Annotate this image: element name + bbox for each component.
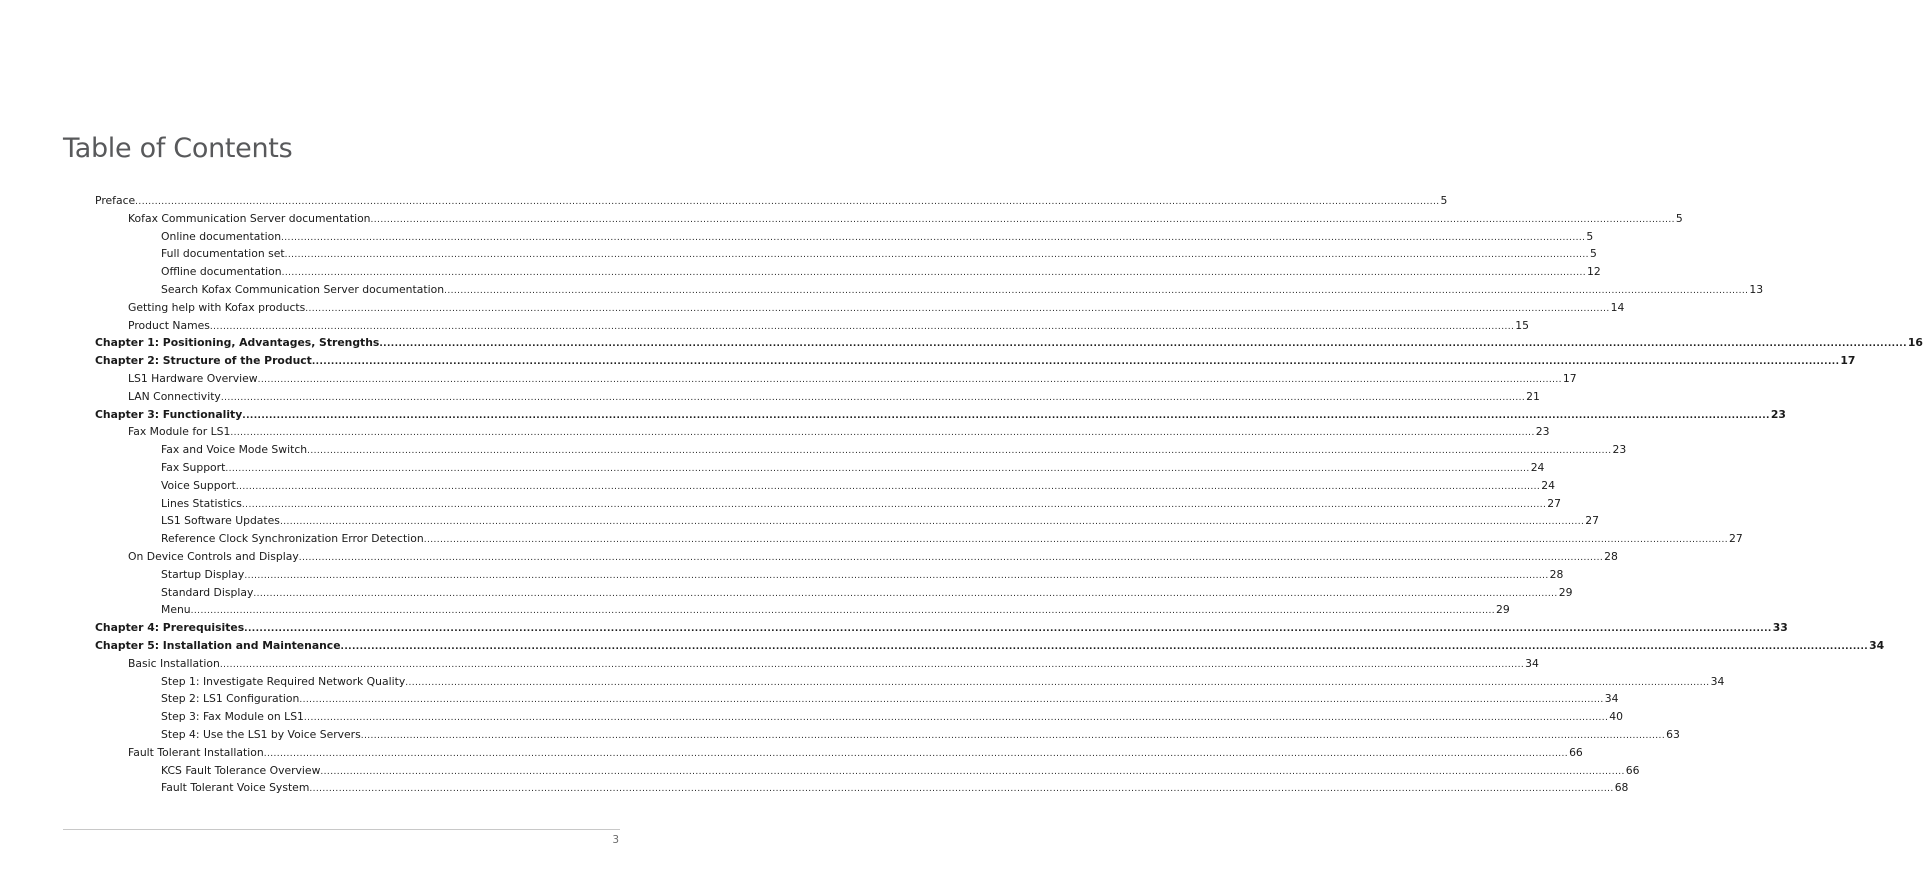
toc-entry[interactable]	[161, 673, 1725, 691]
toc-entry-page: 23	[1612, 443, 1627, 457]
dot-leader: ................................................................................................................................................................................................................................................................................................................................................................................................................	[263, 748, 1569, 759]
toc-entry-label: Chapter 4: Prerequisites	[95, 621, 245, 635]
toc-entry-label: Startup Display	[161, 567, 245, 581]
toc-entry-label: Chapter 1: Positioning, Advantages, Strengths	[95, 336, 380, 350]
footer-divider	[63, 829, 620, 830]
dot-leader: ................................................................................................................................................................................................................................................................................................................................................................................................................	[281, 232, 1586, 243]
dot-leader: ................................................................................................................................................................................................................................................................................................................................................................................................................	[253, 588, 1558, 599]
toc-entry-page: 27	[1547, 496, 1562, 510]
dot-leader: ................................................................................................................................................................................................................................................................................................................................................................................................................	[309, 784, 1614, 795]
toc-entry-label: KCS Fault Tolerance Overview	[161, 763, 321, 777]
toc-entry-label: Getting help with Kofax products	[128, 300, 306, 314]
toc-entry-page: 66	[1569, 745, 1583, 759]
toc-entry-page: 63	[1666, 727, 1680, 741]
toc-entry-label: LAN Connectivity	[128, 389, 221, 403]
toc-entry-page: 29	[1496, 603, 1510, 617]
toc-entry[interactable]	[161, 477, 1555, 495]
toc-entry-page: 29	[1558, 585, 1573, 599]
dot-leader: ................................................................................................................................................................................................................................................................................................................................................................................................................	[444, 285, 1749, 296]
toc-entry-label: Basic Installation	[128, 656, 220, 670]
toc-entry-label: Fax Module for LS1	[128, 425, 231, 439]
dot-leader: ................................................................................................................................................................................................................................................................................................................................................................................................................	[220, 392, 1526, 403]
dot-leader: ................................................................................................................................................................................................................................................................................................................................................................................................................	[230, 428, 1535, 439]
toc-entry[interactable]	[161, 530, 1743, 548]
toc-entry-page: 34	[1869, 638, 1885, 652]
dot-leader: ................................................................................................................................................................................................................................................................................................................................................................................................................	[281, 268, 1586, 279]
toc-entry-page: 23	[1770, 407, 1786, 421]
toc-entry-page: 17	[1840, 354, 1856, 368]
toc-entry[interactable]	[95, 352, 1856, 370]
toc-entry[interactable]	[161, 228, 1594, 246]
toc-entry[interactable]	[161, 512, 1600, 530]
dot-leader: ................................................................................................................................................................................................................................................................................................................................................................................................................	[298, 552, 1604, 563]
toc-entry-label: On Device Controls and Display	[128, 549, 299, 563]
toc-entry[interactable]	[161, 459, 1545, 477]
toc-entry-label: Standard Display	[161, 585, 254, 599]
dot-leader: ................................................................................................................................................................................................................................................................................................................................................................................................................	[244, 570, 1549, 581]
toc-entry[interactable]	[128, 299, 1625, 317]
dot-leader: ................................................................................................................................................................................................................................................................................................................................................................................................................	[305, 303, 1610, 314]
dot-leader: ................................................................................................................................................................................................................................................................................................................................................................................................................	[279, 517, 1585, 528]
dot-leader: ................................................................................................................................................................................................................................................................................................................................................................................................................	[257, 374, 1562, 385]
toc-entry-label: Full documentation set	[161, 247, 285, 261]
toc-entry[interactable]	[161, 263, 1601, 281]
toc-entry-label: Step 4: Use the LS1 by Voice Servers	[161, 727, 361, 741]
dot-leader: ................................................................................................................................................................................................................................................................................................................................................................................................................	[135, 197, 1440, 207]
toc-entry[interactable]	[161, 281, 1764, 299]
toc-entry-label: Product Names	[128, 318, 210, 332]
toc-entry[interactable]	[128, 370, 1577, 388]
toc-entry-label: Menu	[161, 603, 191, 617]
dot-leader: ................................................................................................................................................................................................................................................................................................................................................................................................................	[242, 410, 1770, 421]
toc-entry-label: Fault Tolerant Installation	[128, 745, 264, 759]
toc-entry-label: Preface	[95, 194, 136, 207]
toc-entry-page: 34	[1710, 674, 1725, 688]
dot-leader: ................................................................................................................................................................................................................................................................................................................................................................................................................	[303, 713, 1609, 724]
toc-entry-page: 28	[1604, 549, 1618, 563]
table-of-contents	[95, 192, 1923, 797]
toc-entry-page: 14	[1610, 300, 1625, 314]
dot-leader: ................................................................................................................................................................................................................................................................................................................................................................................................................	[235, 481, 1541, 492]
toc-entry-label: Step 2: LS1 Configuration	[161, 692, 300, 706]
toc-entry-label: Chapter 2: Structure of the Product	[95, 354, 312, 368]
toc-entry[interactable]	[161, 566, 1564, 584]
toc-entry[interactable]	[161, 708, 1624, 726]
toc-entry-page: 40	[1609, 710, 1624, 724]
toc-entry-label: Online documentation	[161, 229, 282, 243]
toc-entry-page: 23	[1535, 425, 1550, 439]
toc-entry[interactable]	[128, 744, 1583, 762]
dot-leader: ................................................................................................................................................................................................................................................................................................................................................................................................................	[241, 499, 1547, 510]
toc-entry[interactable]	[161, 726, 1680, 744]
toc-entry[interactable]	[128, 655, 1539, 673]
toc-entry[interactable]	[128, 423, 1550, 441]
dot-leader: ................................................................................................................................................................................................................................................................................................................................................................................................................	[225, 463, 1530, 474]
page-number: 3	[612, 834, 619, 846]
toc-entry-label: LS1 Software Updates	[161, 514, 280, 528]
toc-entry[interactable]	[161, 495, 1562, 513]
toc-entry-page: 34	[1525, 656, 1539, 670]
dot-leader: ................................................................................................................................................................................................................................................................................................................................................................................................................	[340, 641, 1869, 652]
toc-entry[interactable]	[161, 762, 1640, 780]
toc-entry-page: 16	[1907, 336, 1923, 350]
toc-entry[interactable]	[95, 637, 1885, 655]
dot-leader: ................................................................................................................................................................................................................................................................................................................................................................................................................	[209, 321, 1515, 332]
toc-entry-label: Lines Statistics	[161, 496, 242, 510]
toc-entry[interactable]	[128, 548, 1618, 566]
page-title: Table of Contents	[63, 133, 293, 164]
toc-entry-page: 27	[1585, 514, 1600, 528]
toc-entry[interactable]	[95, 619, 1788, 637]
toc-entry-label: Fax and Voice Mode Switch	[161, 443, 308, 457]
toc-entry-label: LS1 Hardware Overview	[128, 371, 258, 385]
toc-entry-page: 33	[1772, 621, 1788, 635]
toc-entry[interactable]	[95, 192, 1448, 210]
toc-entry[interactable]	[161, 441, 1627, 459]
dot-leader: ................................................................................................................................................................................................................................................................................................................................................................................................................	[311, 357, 1840, 368]
toc-entry-page: 24	[1530, 460, 1545, 474]
toc-entry-label: Reference Clock Synchronization Error Detection	[161, 532, 424, 546]
toc-entry[interactable]	[161, 601, 1510, 619]
toc-entry[interactable]	[161, 245, 1597, 263]
toc-entry-label: Search Kofax Communication Server documentation	[161, 282, 445, 296]
toc-entry[interactable]	[161, 690, 1619, 708]
dot-leader: ................................................................................................................................................................................................................................................................................................................................................................................................................	[219, 659, 1525, 670]
dot-leader: ................................................................................................................................................................................................................................................................................................................................................................................................................	[320, 766, 1625, 777]
dot-leader: ................................................................................................................................................................................................................................................................................................................................................................................................................	[284, 250, 1589, 261]
toc-entry[interactable]	[161, 584, 1573, 602]
toc-entry-page: 21	[1526, 389, 1540, 403]
dot-leader: ................................................................................................................................................................................................................................................................................................................................................................................................................	[370, 214, 1675, 225]
toc-entry-label: Fault Tolerant Voice System	[161, 781, 310, 795]
toc-entry-page: 5	[1589, 247, 1597, 261]
toc-entry-label: Step 1: Investigate Required Network Quality	[161, 674, 406, 688]
dot-leader: ................................................................................................................................................................................................................................................................................................................................................................................................................	[190, 606, 1495, 617]
toc-entry[interactable]	[161, 779, 1629, 797]
toc-entry-page: 5	[1675, 211, 1683, 225]
toc-entry-page: 66	[1625, 763, 1640, 777]
toc-entry-page: 27	[1729, 532, 1743, 546]
toc-entry[interactable]	[128, 210, 1683, 228]
toc-entry-label: Kofax Communication Server documentation	[128, 211, 371, 225]
toc-entry-page: 12	[1586, 265, 1601, 279]
toc-entry-label: Offline documentation	[161, 265, 282, 279]
toc-entry[interactable]	[95, 334, 1923, 352]
toc-entry-page: 68	[1614, 781, 1629, 795]
toc-entry[interactable]	[128, 317, 1529, 335]
toc-entry-page: 17	[1562, 371, 1577, 385]
toc-entry-label: Step 3: Fax Module on LS1	[161, 710, 304, 724]
toc-entry[interactable]	[128, 388, 1540, 406]
toc-entry-label: Voice Support	[161, 478, 236, 492]
toc-entry-page: 5	[1586, 229, 1594, 243]
toc-entry-label: Fax Support	[161, 460, 226, 474]
toc-entry-page: 24	[1541, 478, 1555, 492]
dot-leader: ................................................................................................................................................................................................................................................................................................................................................................................................................	[299, 695, 1604, 706]
toc-entry-page: 13	[1749, 282, 1764, 296]
toc-entry-page: 34	[1604, 692, 1619, 706]
dot-leader: ................................................................................................................................................................................................................................................................................................................................................................................................................	[307, 446, 1612, 457]
dot-leader: ................................................................................................................................................................................................................................................................................................................................................................................................................	[423, 535, 1729, 546]
toc-entry[interactable]	[95, 406, 1786, 424]
toc-entry-label: Chapter 5: Installation and Maintenance	[95, 638, 341, 652]
toc-entry-label: Chapter 3: Functionality	[95, 407, 243, 421]
dot-leader: ................................................................................................................................................................................................................................................................................................................................................................................................................	[379, 339, 1907, 350]
dot-leader: ................................................................................................................................................................................................................................................................................................................................................................................................................	[405, 677, 1710, 688]
toc-entry-page: 28	[1549, 567, 1564, 581]
toc-entry-page: 5	[1440, 194, 1448, 207]
dot-leader: ................................................................................................................................................................................................................................................................................................................................................................................................................	[244, 624, 1772, 635]
toc-entry-page: 15	[1515, 318, 1529, 332]
dot-leader: ................................................................................................................................................................................................................................................................................................................................................................................................................	[360, 730, 1666, 741]
